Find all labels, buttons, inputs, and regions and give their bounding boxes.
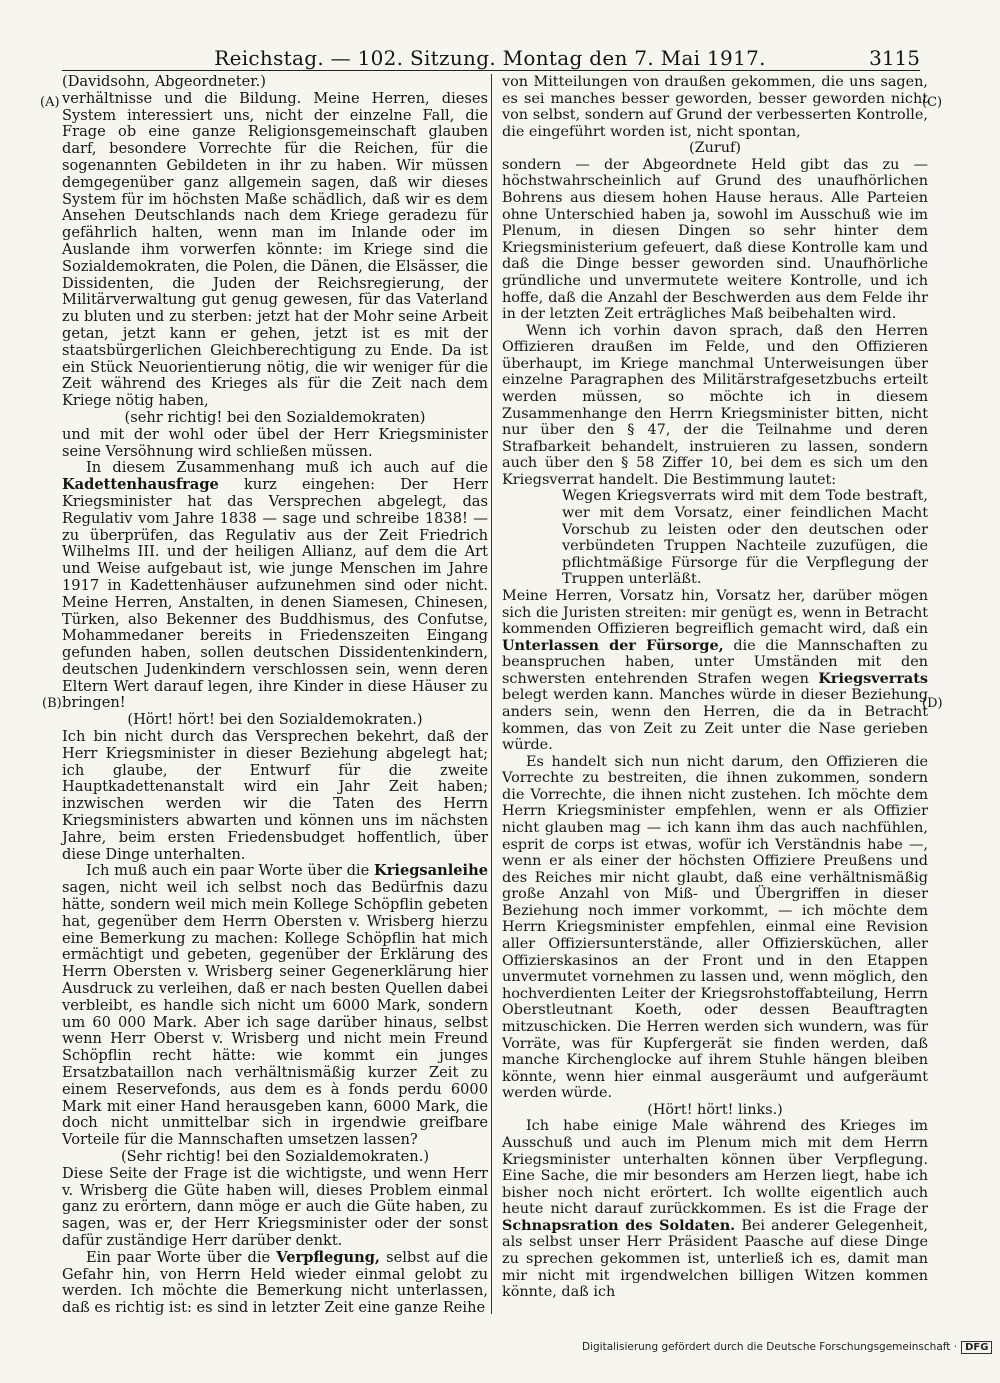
margin-mark-c: (C) [922,95,943,110]
bold-term: Schnapsration des Soldaten. [502,1216,736,1234]
paragraph [502,1118,928,1300]
header-title: Reichstag. — 102. Sitzung. Montag den 7. Mai 1917. [214,46,766,70]
paragraph [62,863,488,1149]
text-run: sagen, nicht weil ich selbst noch das Bedürfnis dazu hätte, sondern weil mich mein Kollege Schöpflin gebeten hat, gegenüber dem Herrn Obersten v. Wrisberg hierzu eine Bemerkung zu machen: Kollege Schöpflin hat mich ermächtigt und gebeten, gegenüber der Erklärung des Herrn Obersten v. Wrisberg seiner Gegenerklärung hier Ausdruck zu verleihen, daß er nach besten Quellen dabei verbleibt, es handle sich nicht um 6000 Mark, sondern um 60 000 Mark. Aber ich sage darüber hinaus, selbst wenn Herr Oberst v. Wrisberg und nicht mein Freund Schöpflin recht hätte: wie kommt ein junges Ersatzbataillon nach verhältnismäßig kurzer Zeit zu einem Reservefonds, aus dem es à fonds perdu 6000 Mark mit einer Hand herausgeben kann, 6000 Mark, die doch nicht unmittelbar sich in irgendwie greifbare Vorteile für die Mannschaften umsetzen lassen? [62,879,488,1149]
paragraph: sondern — der Abgeordnete Held gibt das zu — höchstwahrscheinlich auf Grund des unaufhörlichen Bohrens aus diesem hohen Hause heraus. Alle Parteien ohne Unterschied haben ja, sowohl im Ausschuß wie im Plenum, in diesen Dingen so sehr hinter dem Kriegsministerium gefeuert, daß diese Kontrolle kam und daß die Dinge besser geworden sind. Unaufhörliche gründliche und unvermutete weitere Kontrolle, und ich hoffe, daß die Anzahl der Beschwerden aus dem Felde ihr in der letzten Zeit erträgliches Maß beibehalten wird. [502,156,928,323]
paragraph: Diese Seite der Frage ist die wichtigste, und wenn Herr v. Wrisberg die Güte haben will, dieses Problem einmal ganz zu erörtern, dann möge er auch die Güte haben, zu sagen, was er, der Herr Kriegsminister oder der sonst dafür zuständige Herr darüber denkt. [62,1164,488,1249]
text-run: selbst auf die Gefahr hin, von Herrn Held wieder einmal gelobt zu werden. Ich möchte die Bemerkung nicht unterlassen, daß es richtig ist: es sind in letzter Zeit eine ganze Reihe [62,1248,488,1317]
left-column [62,74,488,1317]
text-run: Ein paar Worte über die [86,1248,271,1266]
paragraph [62,1250,488,1317]
margin-mark-b: (B) [42,696,62,711]
bold-term: Kadettenhausfrage [62,476,219,494]
interjection: (sehr richtig! bei den Sozialdemokraten) [124,408,426,426]
bold-term: Unterlassen der Fürsorge, [502,636,724,654]
column-divider [491,74,492,1314]
bold-term: Kriegsanleihe [374,862,488,880]
text-run: die die Mannschaften zu beanspruchen haben, unter Umständen mit den schwersten entehrenden Strafen wegen [502,637,928,687]
text-run: Bei anderer Gelegenheit, als selbst unser Herr Präsident Paasche auf diese Dinge zu sprechen gekommen ist, unterließ ich es, damit man mir nicht mit irgendwelchen billigen Witzen kommen könnte, daß ich [502,1217,928,1301]
interjection: (Hört! hört! links.) [647,1101,783,1118]
paragraph: Ich bin nicht durch das Versprechen bekehrt, daß der Herr Kriegsminister in dieser Beziehung abgelegt hat; ich glaube, der Entwurf für die zweite Hauptkadettenanstalt wird ein Jahr Zeit haben; inzwischen werden wir die Taten des Herrn Kriegsministers abwarten und können uns im nächsten Jahre, beim ersten Friedensbudget hoffentlich, über diese Dinge unterhalten. [62,728,488,863]
interjection: (Sehr richtig! bei den Sozialdemokraten.) [120,1148,430,1165]
margin-mark-d: (D) [922,696,943,711]
interjection: (Hört! hört! bei den Sozialdemokraten.) [127,711,423,729]
speaker-label: (Davidsohn, Abgeordneter.) [62,73,266,90]
dfg-logo: DFG [961,1341,992,1354]
digitization-credit [582,1341,992,1354]
credit-text: Digitalisierung gefördert durch die Deutsche Forschungsgemeinschaft · [582,1341,958,1353]
header-rule [62,70,920,71]
margin-mark-a: (A) [40,95,60,110]
paragraph: Es handelt sich nun nicht darum, den Offizieren die Vorrechte zu bestreiten, die ihnen zukommen, sondern die Vorrechte, die ihnen nicht zustehen. Ich möchte dem Herrn Kriegsminister empfehlen, wenn er als Offizier nicht glauben mag — ich kann ihm das auch nachfühlen, esprit de corps ist etwas, wofür ich Verständnis habe —, wenn er als einer der höchsten Offiziere Preußens und des Reiches mir nicht glaubt, daß eine verhältnismäßig große Anzahl von Miß- und Übergriffen in dieser Beziehung noch immer vorkommt, — ich möchte dem Herrn Kriegsminister empfehlen, einmal eine Revision aller Offiziersunterstände, aller Offiziersküchen, aller Offizierskasinos an der Front und in den Etappen unvermutet vornehmen zu lassen und, wenn möglich, den hochverdienten Leiter der Kriegsrohstoffabteilung, Herrn Oberstleutnant Koeth, oder dessen Beauftragten mitzuschicken. Die Herren werden sich wundern, was für Vorräte, was für Kupfergerät sie finden werden, daß manche Kirchenglocke auf ihrem Stuhle hängen bleiben könnte, wenn hier einmal ausgeräumt und aufgeräumt werden würde. [502,753,928,1102]
text-run: kurz eingehen: Der Herr Kriegsminister hat das Versprechen abgelegt, das Regulativ vom Jahre 1838 — sage und schreibe 1838! — zu überprüfen, das Regulativ aus der Zeit Friedrich Wilhelms III. und der heiligen Allianz, auf dem die Art und Weise aufgebaut ist, wie junge Menschen im Jahre 1917 in Kadettenhäuser aufzunehmen sind oder nicht. Meine Herren, Anstalten, in denen Siamesen, Chinesen, Türken, also Bekenner des Buddhismus, des Confutse, Mohammedaner bereits in Friedenszeiten Eingang gefunden haben, sollen deutschen Dissidentenkindern, deutschen Judenkindern verschlossen sein, wenn deren Eltern Wert darauf legen, ihre Kinder in diese Häuser zu bringen! [62,476,488,712]
text-run: Meine Herren, Vorsatz hin, Vorsatz her, darüber mögen sich die Juristen streiten: mir genügt es, wenn in Betracht kommenden Offizieren begreiflich gemacht wird, daß ein [502,587,928,638]
bold-term: Kriegsverrats [818,669,928,687]
bold-term: Verpflegung, [276,1248,381,1266]
text-run: belegt werden kann. Manches würde in dieser Beziehung anders sein, wenn den Herren, die da in Betracht kommen, das von Zeit zu Zeit unter die Nase gerieben würde. [502,687,928,754]
paragraph: von Mitteilungen von draußen gekommen, die uns sagen, es sei manches besser geworden, besser geworden nicht von selbst, sondern auf Grund der verbesserten Kontrolle, die eingeführt worden ist, nicht spontan, [502,74,928,140]
paragraph: und mit der wohl oder übel der Herr Kriegsminister seine Versöhnung wird schließen müssen. [62,425,488,460]
text-run: In diesem Zusammenhang muß ich auch auf die [86,459,488,477]
text-run: Ich muß auch ein paar Worte über die [86,862,370,880]
paragraph [62,460,488,712]
paragraph: verhältnisse und die Bildung. Meine Herren, dieses System interessiert uns, nicht der einzelne Fall, die Frage ob eine ganze Religionsgemeinschaft glauben darf, besondere Vorrechte für die Reichen, für die sogenannten Gebildeten in ihr zu haben. Wir müssen demgegenüber ganz allgemein sagen, daß wir dieses System für im höchsten Maße schädlich, daß wir es dem Ansehen Deutschlands nach dem Kriege geradezu für gefährlich halten, wenn man im Inlande oder im Auslande ihm vorwerfen könnte: im Kriege sind die Sozialdemokraten, die Polen, die Dänen, die Elsässer, die Dissidenten, die Juden der Reichsregierung, der Militärverwaltung gut genug gewesen, für das Vaterland zu bluten und zu sterben: jetzt hat der Mohr seine Arbeit getan, jetzt kann er gehen, jetzt ist es mit der staatsbürgerlichen Gleichberechtigung zu Ende. Da ist ein Stück Neuorientierung nötig, die wir weniger für die Zeit während des Krieges als für die Zeit nach dem Kriege nötig haben, [62,89,488,410]
interjection: (Zuruf) [689,140,741,157]
text-run: Ich habe einige Male während des Krieges im Ausschuß und auch im Plenum mich mit dem Herrn Kriegsminister unterhalten können über Verpflegung. Eine Sache, die mir besonders am Herzen liegt, habe ich bisher noch nicht erörtert. Ich wollte eigentlich auch heute nicht darauf zurückkommen. Es ist die Frage der [502,1118,928,1218]
law-quote: Wegen Kriegsverrats wird mit dem Tode bestraft, wer mit dem Vorsatz, einer feindlichen Macht Vorschub zu leisten oder den deutschen oder verbündeten Truppen Nachteile zuzufügen, die pflichtmäßige Fürsorge für die Verpflegung der Truppen unterläßt. [562,488,928,588]
paragraph [502,588,928,754]
right-column [502,74,928,1301]
page-number: 3115 [869,46,920,70]
paragraph: Wenn ich vorhin davon sprach, daß den Herren Offizieren draußen im Felde, und den Offizieren überhaupt, im Kriege manchmal Unterweisungen über einzelne Paragraphen des Militärstrafgesetzbuchs erteilt werden müssen, so möchte ich in diesem Zusammenhange den Herrn Kriegsminister bitten, nicht nur über den § 47, der die Teilnahme und deren Strafbarkeit behandelt, instruieren zu lassen, sondern auch über den § 58 Ziffer 10, bei dem es sich um den Kriegsverrat handelt. Die Bestimmung lautet: [502,322,928,488]
